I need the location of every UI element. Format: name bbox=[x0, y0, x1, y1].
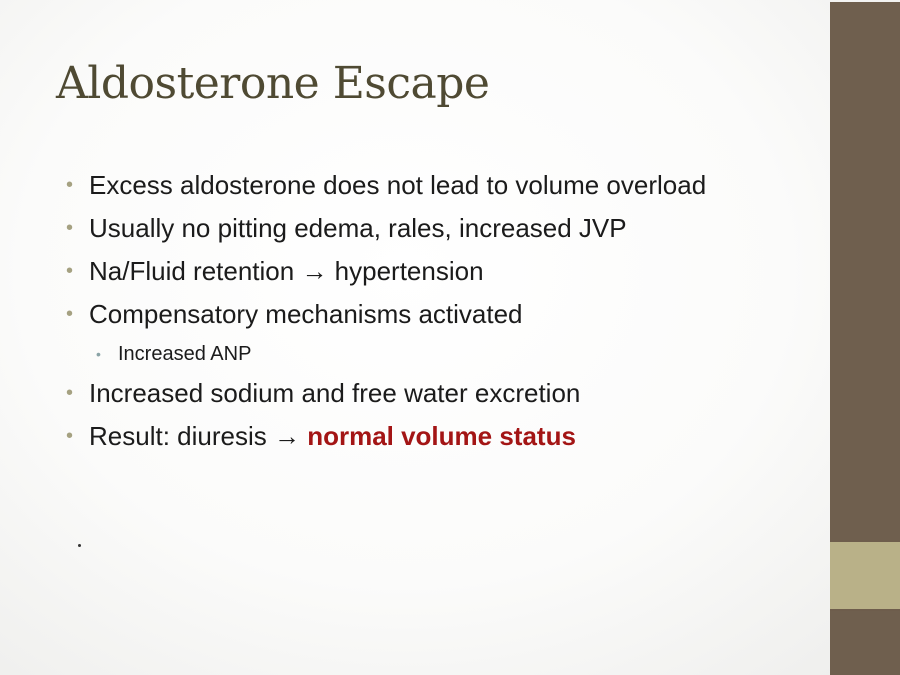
side-bar-lower-block bbox=[830, 611, 900, 675]
bullet-dot-icon: • bbox=[66, 303, 74, 325]
bullet-dot-icon: • bbox=[66, 174, 74, 196]
bullet-text: Increased sodium and free water excretion bbox=[89, 378, 581, 408]
bullet-list bbox=[66, 164, 806, 458]
bullet-item-result bbox=[66, 415, 806, 458]
bullet-text: Excess aldosterone does not lead to volume overload bbox=[89, 170, 707, 200]
sub-bullet-text: Increased ANP bbox=[118, 343, 252, 365]
bullet-item bbox=[66, 293, 806, 336]
side-bar-accent-block bbox=[830, 542, 900, 609]
slide-title: Aldosterone Escape bbox=[56, 58, 490, 109]
side-bar-upper-block bbox=[830, 2, 900, 540]
sub-bullet-item bbox=[66, 336, 806, 372]
bullet-text: Compensatory mechanisms activated bbox=[89, 299, 523, 329]
stray-mark bbox=[78, 544, 81, 547]
bullet-dot-icon: • bbox=[66, 382, 74, 404]
bullet-dot-icon: • bbox=[66, 260, 74, 282]
bullet-item bbox=[66, 372, 806, 415]
bullet-dot-icon: • bbox=[66, 217, 74, 239]
sub-bullet-dot-icon: • bbox=[96, 346, 101, 362]
bullet-item bbox=[66, 207, 806, 250]
bullet-text-emphasis: normal volume status bbox=[307, 421, 576, 451]
bullet-item bbox=[66, 164, 806, 207]
bullet-dot-icon: • bbox=[66, 425, 74, 447]
bullet-item bbox=[66, 250, 806, 293]
bullet-text-prefix: Result: diuresis → bbox=[89, 421, 308, 451]
bullet-text: Na/Fluid retention → hypertension bbox=[89, 256, 484, 286]
side-decoration-bar bbox=[830, 2, 900, 675]
bullet-text: Usually no pitting edema, rales, increased JVP bbox=[89, 213, 627, 243]
